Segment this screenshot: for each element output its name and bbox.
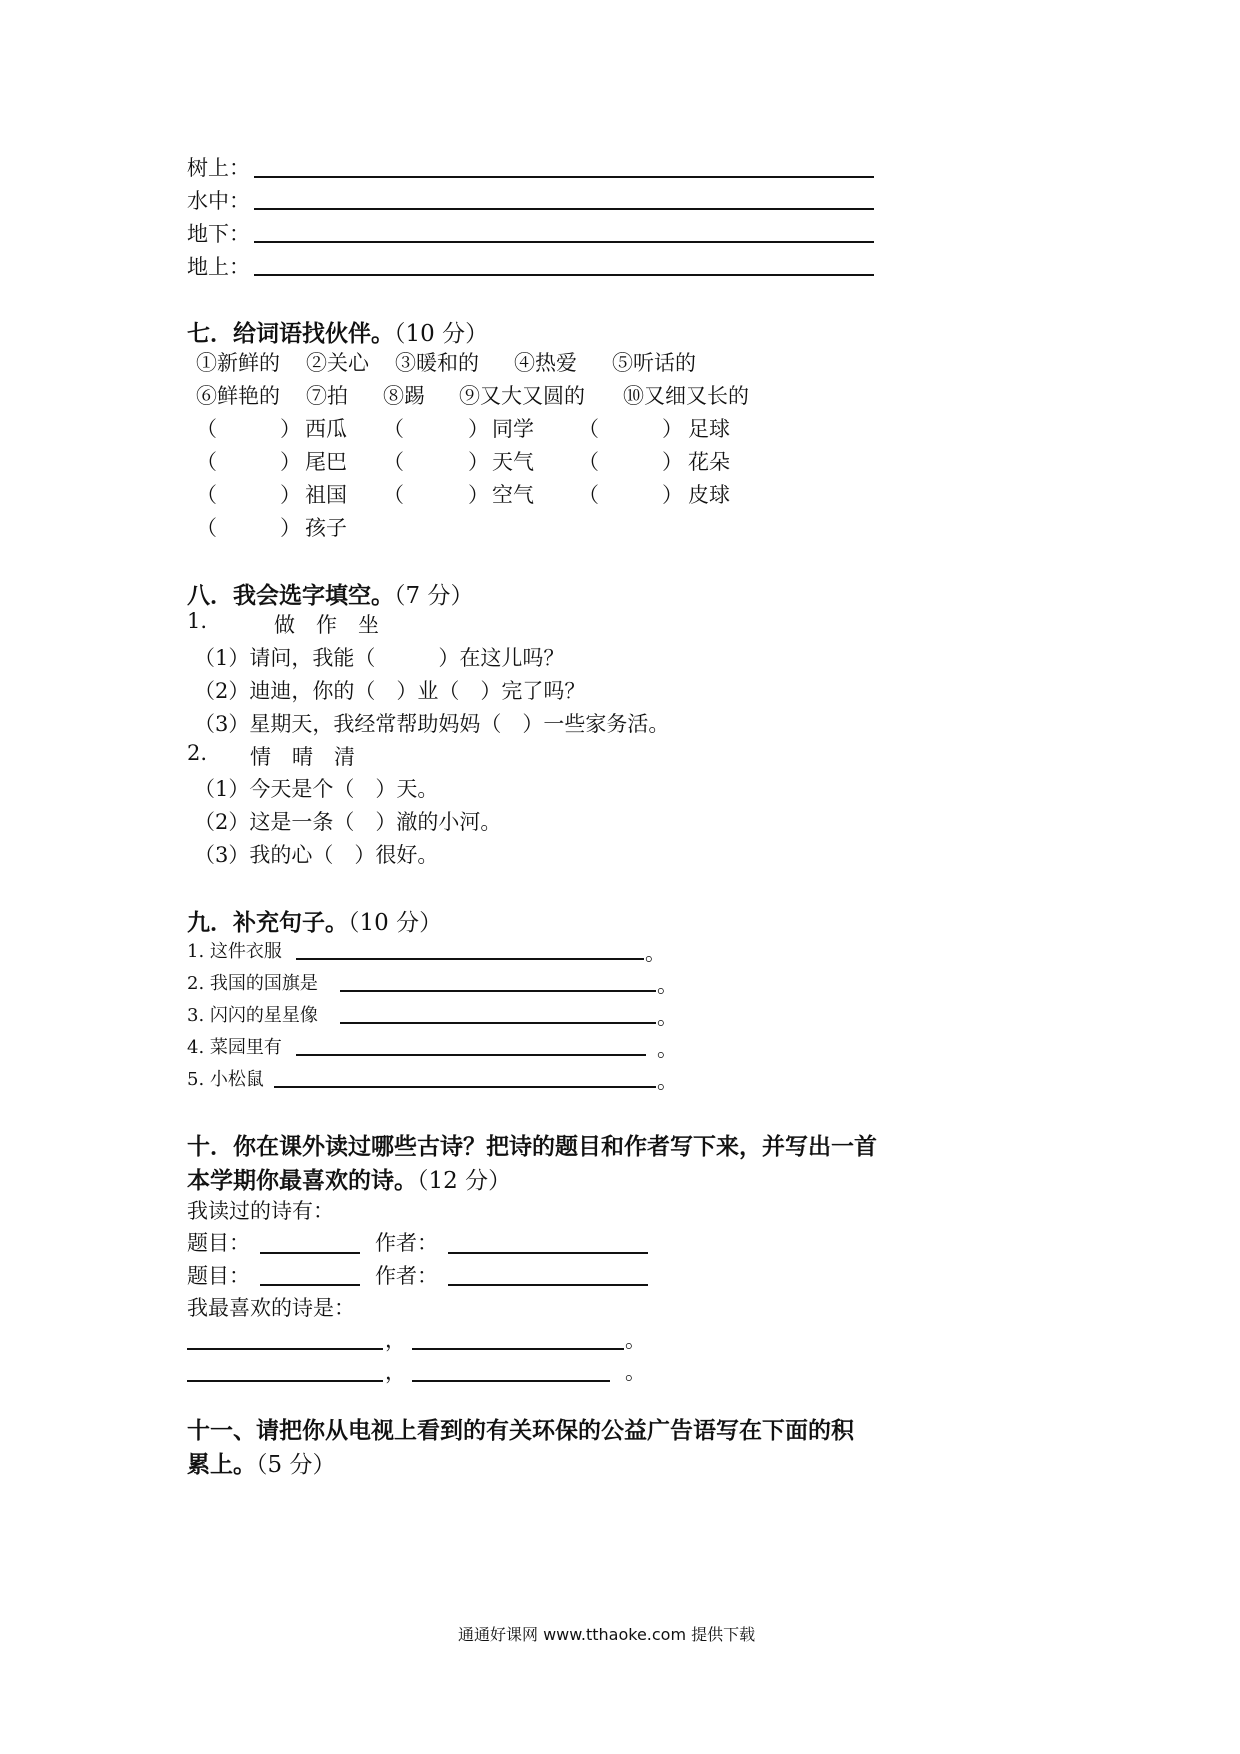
option: ⑧踢	[383, 384, 425, 408]
poem-line[interactable]	[412, 1380, 610, 1382]
sentence-start: 5. 小松鼠	[187, 1069, 264, 1090]
line-label-water: 水中：	[187, 189, 250, 213]
paren-open: （	[578, 450, 599, 474]
fill-sentence: （2）这是一条（ ）澈的小河。	[194, 810, 502, 834]
section-title: 八．我会选字填空。	[187, 582, 394, 609]
paren-open: （	[383, 450, 404, 474]
sentence-start: 2. 我国的国旗是	[187, 973, 318, 994]
line-label-underground: 地下：	[187, 222, 250, 246]
word: 足球	[688, 417, 730, 441]
word: 孩子	[305, 516, 347, 540]
paren-close: ）	[662, 450, 683, 474]
period: 。	[657, 1037, 678, 1061]
answer-line[interactable]	[254, 241, 874, 243]
sentence-start: 1. 这件衣服	[187, 941, 282, 962]
section-10-heading-line1: 十．你在课外读过哪些古诗？把诗的题目和作者写下来，并写出一首	[187, 1133, 877, 1160]
section-title: 七．给词语找伙伴。	[187, 320, 394, 347]
paren-close: ）	[468, 450, 489, 474]
period: 。	[657, 973, 678, 997]
option: ③暖和的	[395, 351, 479, 375]
section-11-heading-line2	[187, 1446, 335, 1479]
word: 花朵	[688, 450, 730, 474]
option: ④热爱	[514, 351, 577, 375]
paren-open: （	[383, 483, 404, 507]
answer-line[interactable]	[340, 1022, 656, 1024]
fill-sentence: （3）星期天，我经常帮助妈妈（ ）一些家务活。	[194, 712, 670, 736]
read-poems-label: 我读过的诗有：	[187, 1199, 334, 1223]
title-label: 题目：	[187, 1231, 250, 1255]
answer-line[interactable]	[274, 1086, 656, 1088]
period: 。	[657, 1069, 678, 1093]
option: ⑩又细又长的	[623, 384, 749, 408]
poem-line[interactable]	[412, 1348, 624, 1350]
word: 同学	[492, 417, 534, 441]
answer-line[interactable]	[340, 990, 656, 992]
option: ②关心	[306, 351, 369, 375]
line-label-tree: 树上：	[187, 156, 250, 180]
comma: ，	[385, 1360, 406, 1384]
period: 。	[657, 1005, 678, 1029]
poem-title-line[interactable]	[260, 1284, 360, 1286]
fill-sentence: （3）我的心（ ）很好。	[194, 843, 439, 867]
paren-close: ）	[468, 417, 489, 441]
word: 西瓜	[305, 417, 347, 441]
section-11-heading-line1: 十一、请把你从电视上看到的有关环保的公益广告语写在下面的积	[187, 1417, 854, 1444]
sentence-start: 4. 菜园里有	[187, 1037, 282, 1058]
paren-close: ）	[662, 483, 683, 507]
answer-line[interactable]	[296, 958, 644, 960]
paren-open: （	[578, 417, 599, 441]
paren-open: （	[196, 450, 217, 474]
section-points: （5 分）	[256, 1452, 336, 1478]
group-label: 2.	[187, 741, 208, 765]
section-points: （12 分）	[417, 1168, 512, 1194]
section-7-heading	[187, 315, 488, 348]
author-label: 作者：	[375, 1231, 438, 1255]
answer-line[interactable]	[296, 1054, 646, 1056]
section-title: 本学期你最喜欢的诗。	[187, 1167, 417, 1194]
section-9-heading	[187, 904, 442, 937]
fill-sentence: （1）请问，我能（ ）在这儿吗？	[194, 646, 565, 670]
answer-line[interactable]	[254, 208, 874, 210]
paren-close: ）	[468, 483, 489, 507]
line-label-ground: 地上：	[187, 255, 250, 279]
poem-author-line[interactable]	[448, 1284, 648, 1286]
fill-sentence: （1）今天是个（ ）天。	[194, 777, 439, 801]
paren-close: ）	[280, 516, 301, 540]
period: 。	[625, 1328, 646, 1352]
option: ⑨又大又圆的	[459, 384, 585, 408]
paren-close: ）	[280, 417, 301, 441]
word: 祖国	[305, 483, 347, 507]
section-points: （7 分）	[394, 583, 474, 609]
sentence-start: 3. 闪闪的星星像	[187, 1005, 318, 1026]
section-10-heading-line2	[187, 1162, 511, 1195]
group-label: 1.	[187, 609, 208, 633]
word: 空气	[492, 483, 534, 507]
fill-sentence: （2）迪迪，你的（ ）业（ ）完了吗？	[194, 679, 586, 703]
section-8-heading	[187, 577, 473, 610]
option: ⑥鲜艳的	[196, 384, 280, 408]
author-label: 作者：	[375, 1264, 438, 1288]
poem-author-line[interactable]	[448, 1252, 648, 1254]
poem-line[interactable]	[187, 1348, 383, 1350]
paren-close: ）	[280, 483, 301, 507]
period: 。	[625, 1360, 646, 1384]
paren-close: ）	[662, 417, 683, 441]
answer-line[interactable]	[254, 176, 874, 178]
page-footer: 通通好课网 www.tthaoke.com 提供下载	[458, 1625, 756, 1644]
title-label: 题目：	[187, 1264, 250, 1288]
char-choices: 情 晴 清	[250, 745, 355, 769]
section-points: （10 分）	[394, 321, 489, 347]
paren-close: ）	[280, 450, 301, 474]
paren-open: （	[196, 483, 217, 507]
option: ①新鲜的	[196, 351, 280, 375]
option: ⑦拍	[306, 384, 348, 408]
word: 尾巴	[305, 450, 347, 474]
paren-open: （	[196, 417, 217, 441]
poem-title-line[interactable]	[260, 1252, 360, 1254]
answer-line[interactable]	[254, 274, 874, 276]
poem-line[interactable]	[187, 1380, 383, 1382]
section-title: 累上。	[187, 1451, 256, 1478]
paren-open: （	[578, 483, 599, 507]
char-choices: 做 作 坐	[274, 613, 379, 637]
paren-open: （	[196, 516, 217, 540]
paren-open: （	[383, 417, 404, 441]
period: 。	[645, 941, 666, 965]
favorite-poem-label: 我最喜欢的诗是：	[187, 1296, 355, 1320]
word: 皮球	[688, 483, 730, 507]
option: ⑤听话的	[612, 351, 696, 375]
section-points: （10 分）	[348, 910, 443, 936]
comma: ，	[385, 1328, 406, 1352]
word: 天气	[492, 450, 534, 474]
section-title: 九．补充句子。	[187, 909, 348, 936]
